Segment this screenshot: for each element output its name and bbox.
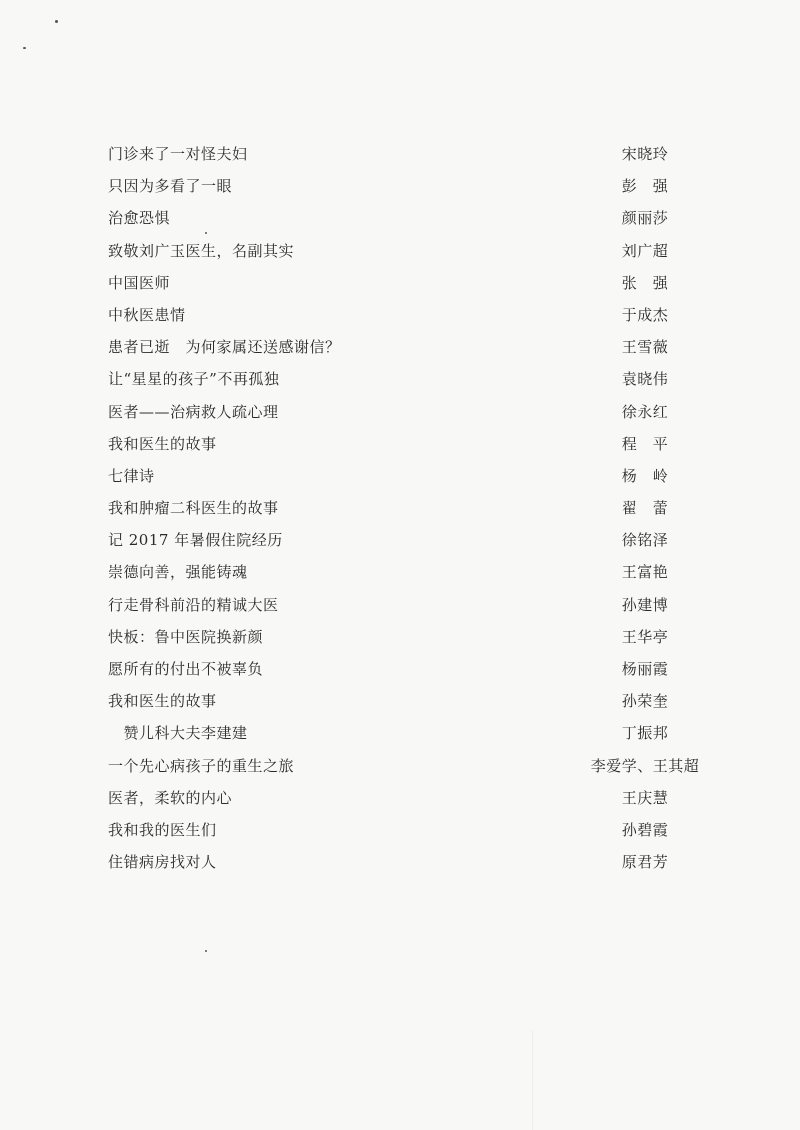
table-of-contents: [0, 138, 800, 878]
toc-entry: [0, 524, 800, 556]
toc-entry: [0, 460, 800, 492]
toc-entry: [0, 138, 800, 170]
entry-author: 颜丽莎: [621, 209, 669, 228]
entry-title: 医者，柔软的内心: [108, 788, 233, 807]
entry-title: 让“星星的孩子”不再孤独: [108, 370, 280, 389]
entry-title: 七律诗: [108, 466, 155, 485]
entry-author: 杨丽霞: [621, 660, 669, 678]
toc-entry: [0, 814, 800, 846]
entry-author: 李爱学、王其超: [590, 756, 700, 775]
entry-title: 愿所有的付出不被辜负: [108, 660, 264, 678]
entry-title: 我和医生的故事: [108, 692, 217, 711]
entry-title: 行走骨科前沿的精诚大医: [108, 595, 279, 614]
entry-title: 住错病房找对人: [108, 853, 217, 872]
entry-author: 王庆慧: [621, 788, 669, 807]
entry-author: 孙碧霞: [621, 820, 669, 839]
entry-title: 门诊来了一对怪夫妇: [108, 145, 248, 163]
entry-title: 赞儿科大夫李建建: [108, 724, 248, 743]
entry-author: 王华亭: [621, 627, 669, 646]
toc-entry: [0, 653, 800, 685]
scan-speck: [23, 47, 26, 49]
toc-entry: [0, 363, 800, 395]
toc-entry: [0, 331, 800, 363]
toc-entry: [0, 782, 800, 814]
entry-title: 记 2017 年暑假住院经历: [108, 531, 283, 550]
toc-entry: [0, 717, 800, 749]
entry-title: 只因为多看了一眼: [108, 177, 233, 196]
scan-speck: [205, 950, 207, 952]
entry-author: 宋晓玲: [621, 145, 669, 163]
entry-title: 致敬刘广玉医生，名副其实: [108, 241, 295, 260]
toc-entry: [0, 396, 800, 428]
entry-author: 孙荣奎: [621, 692, 669, 711]
entry-author: 徐永红: [621, 402, 669, 421]
entry-title: 快板：鲁中医院换新颜: [108, 627, 264, 646]
toc-entry: [0, 846, 800, 878]
toc-entry: [0, 299, 800, 331]
toc-entry: [0, 235, 800, 267]
entry-author: 彭 强: [621, 177, 669, 196]
entry-title: 医者——治病救人疏心理: [108, 402, 279, 421]
entry-author: 王富艳: [621, 563, 669, 582]
entry-title: 患者已逝 为何家属还送感谢信？: [108, 338, 341, 357]
entry-author: 丁振邦: [621, 724, 669, 743]
entry-title: 崇德向善，强能铸魂: [108, 563, 248, 582]
toc-entry: [0, 202, 800, 234]
entry-author: 刘广超: [621, 241, 669, 260]
entry-author: 袁晓伟: [621, 370, 669, 389]
toc-entry: [0, 170, 800, 202]
toc-entry: [0, 556, 800, 588]
entry-author: 程 平: [621, 434, 669, 453]
entry-author: 杨 岭: [621, 466, 669, 485]
toc-entry: [0, 685, 800, 717]
toc-entry: [0, 492, 800, 524]
entry-author: 王雪薇: [621, 338, 669, 357]
entry-author: 原君芳: [621, 853, 669, 872]
entry-title: 中秋医患情: [108, 305, 186, 324]
entry-title: 治愈恐惧: [108, 209, 171, 228]
toc-entry: [0, 589, 800, 621]
entry-author: 于成杰: [621, 305, 669, 324]
toc-entry: [0, 428, 800, 460]
entry-title: 中国医师: [108, 273, 171, 292]
toc-entry: [0, 621, 800, 653]
entry-author: 徐铭泽: [621, 531, 669, 550]
entry-title: 我和肿瘤二科医生的故事: [108, 499, 279, 518]
entry-author: 翟 蕾: [621, 499, 669, 518]
entry-title: 我和医生的故事: [108, 434, 217, 453]
toc-entry: [0, 267, 800, 299]
entry-author: 张 强: [621, 273, 669, 292]
entry-title: 我和我的医生们: [108, 820, 217, 839]
scan-fold-line: [532, 1030, 533, 1130]
entry-author: 孙建博: [621, 595, 669, 614]
scan-speck: [55, 20, 58, 23]
entry-title: 一个先心病孩子的重生之旅: [108, 756, 295, 775]
toc-entry: [0, 750, 800, 782]
